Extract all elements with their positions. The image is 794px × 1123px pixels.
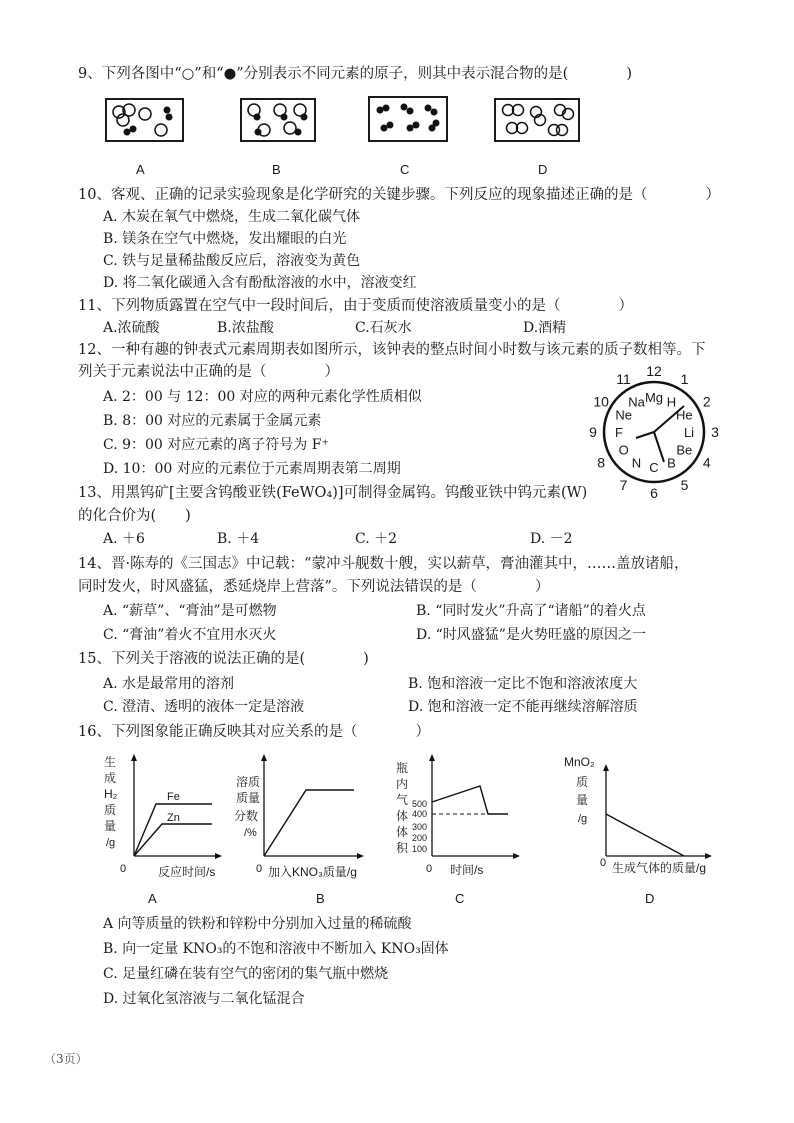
clock-number-7: 7 [619,476,628,493]
clock-number-1: 1 [680,371,689,388]
q16-b-ylabel-2: 分数 [234,809,259,823]
q16-b-ylabel-0: 溶质 [236,775,261,789]
clock-element-H: H [666,394,677,410]
q12-option-c: C. 9：00 对应元素的离子符号为 F⁺ [103,437,329,453]
q16-option-c: C. 足量红磷在装有空气的密闭的集气瓶中燃烧 [103,966,389,982]
q16-d-origin: 0 [600,857,607,869]
q14-option-b: B. “同时发火”升高了“诸船”的着火点 [416,603,646,619]
q13-stem-line2: 的化合价为( ) [78,508,191,524]
q9-particles-d [496,100,578,140]
q9-label-a: A [136,162,145,177]
q16-a-ylabel-3: 质 [104,803,117,817]
q12-stem-line2: 列关于元素说法中正确的是（ ） [78,364,339,380]
q9-box-b [240,98,316,142]
q15-option-b: B. 饱和溶液一定比不饱和溶液浓度大 [408,676,638,692]
q16-graph-d [560,752,730,882]
q9-stem: 9、下列各图中“○”和“●”分别表示不同元素的原子，则其中表示混合物的是( ) [78,66,632,82]
q16-d-xlabel: 生成气体的质量/g [612,861,707,875]
q13-option-a: A. ＋6 [103,531,145,547]
q16-option-b: B. 向一定量 KNO₃的不饱和溶液中不断加入 KNO₃固体 [103,941,449,957]
q10-option-b: B. 镁条在空气中燃烧，发出耀眼的白光 [103,231,347,247]
q16-c-tick-100: 100 [412,844,428,854]
q9-box-a [105,98,184,142]
q13-option-d: D. －2 [530,531,573,547]
clock-element-Mg: Mg [644,390,664,405]
q12-option-d: D. 10：00 对应的元素位于元素周期表第二周期 [103,461,401,477]
q16-a-origin: 0 [120,863,127,875]
clock-number-12: 12 [646,363,662,379]
q13-option-c: C. ＋2 [355,531,398,547]
q16-a-xlabel: 反应时间/s [158,865,216,879]
q16-c-tick-200: 200 [412,833,428,843]
q9-box-d [494,98,580,142]
q9-particles-a [107,100,182,140]
q16-c-xlabel: 时间/s [450,863,484,877]
q16-a-ylabel-1: 成 [104,771,117,785]
q16-graph-c [392,752,532,882]
clock-element-F: F [615,425,623,440]
q16-c-ylabel-3: 体 [396,809,409,823]
q11-option-a: A.浓硫酸 [103,320,160,336]
q16-d-ylabel-1: 质 [576,775,589,789]
q16-a-ylabel-4: 量 [104,819,117,833]
q16-b-ylabel-1: 质量 [236,791,261,805]
q16-a-ylabel-5: /g [106,837,116,849]
clock-second-hand [636,432,654,438]
clock-element-Na: Na [628,394,645,410]
q9-label-d: D [538,162,548,177]
clock-number-6: 6 [650,485,658,501]
clock-number-4: 4 [702,454,711,471]
q11-option-c: C.石灰水 [355,320,412,336]
clock-element-Ne: Ne [615,407,633,423]
q9-label-b: B [272,162,281,177]
q16-c-tick-300: 300 [412,822,428,832]
clock-number-5: 5 [680,476,689,493]
clock-number-10: 10 [593,393,609,410]
clock-element-N: N [631,455,642,471]
q16-tag-c: C [455,891,465,906]
q16-tag-a: A [148,891,157,906]
q10-option-c: C. 铁与足量稀盐酸反应后，溶液变为黄色 [103,253,361,269]
q12-option-a: A. 2：00 与 12：00 对应的两种元素化学性质相似 [103,389,422,405]
clock-element-He: He [675,407,693,423]
q16-c-ylabel-1: 内 [396,777,409,791]
q16-c-origin: 0 [426,863,433,875]
q10-option-a: A. 木炭在氧气中燃烧，生成二氧化碳气体 [103,209,361,225]
q13-stem-line1: 13、用黑钨矿[主要含钨酸亚铁(FeWO₄)]可制得金属钨。钨酸亚铁中钨元素(W) [78,485,588,501]
q9-particles-c [370,98,446,140]
q16-option-a: A 向等质量的铁粉和锌粉中分别加入过量的稀硫酸 [103,916,412,932]
q11-option-b: B.浓盐酸 [217,320,274,336]
q13-option-b: B. ＋4 [217,531,260,547]
clock-number-11: 11 [616,371,631,388]
q16-graph-a [100,752,230,882]
clock-number-3: 3 [711,424,719,440]
q11-option-d: D.酒精 [523,320,567,336]
q9-box-c [368,96,448,142]
q16-c-ylabel-4: 体 [396,825,409,839]
q16-a-series-fe: Fe [167,791,180,803]
q16-option-d: D. 过氧化氢溶液与二氧化锰混合 [103,991,305,1007]
q16-graph-b [230,752,370,882]
q16-c-ylabel-2: 气 [396,793,409,807]
clock-number-2: 2 [702,393,711,410]
q10-stem: 10、客观、正确的记录实验现象是化学研究的关键步骤。下列反应的现象描述正确的是（ ） [78,187,720,203]
q16-tag-d: D [645,891,655,906]
q16-c-tick-400: 400 [412,809,428,819]
clock-element-C: C [649,460,659,475]
q16-d-ylabel-0: MnO₂ [564,755,595,769]
q16-b-origin: 0 [256,863,263,875]
q12-stem-line1: 12、一种有趣的钟表式元素周期表如图所示，该钟表的整点时间小时数与该元素的质子数相等。下 [78,342,706,358]
q14-option-d: D. “时风盛猛”是火势旺盛的原因之一 [416,627,646,643]
q15-option-d: D. 饱和溶液一定不能再继续溶解溶质 [408,699,638,715]
clock-element-B: B [667,455,676,471]
q14-stem-line1: 14、晋·陈寿的《三国志》中记载：“蒙冲斗舰数十艘，实以薪草，膏油灌其中，……盖放诸船， [78,556,689,572]
q14-stem-line2: 同时发火，时风盛猛，悉延烧岸上营落”。下列说法错误的是（ ） [78,579,550,595]
clock-hour-hand [654,432,664,462]
clock-element-Li: Li [683,425,695,440]
element-clock-diagram [584,362,724,502]
q10-option-d: D. 将二氧化碳通入含有酚酞溶液的水中，溶液变红 [103,275,417,291]
clock-element-Be: Be [676,442,693,458]
clock-number-9: 9 [589,424,597,440]
q15-option-c: C. 澄清、透明的液体一定是溶液 [103,699,305,715]
q12-option-b: B. 8：00 对应的元素属于金属元素 [103,413,322,429]
q16-a-ylabel-0: 生 [104,755,117,769]
q14-option-a: A. “薪草”、“膏油”是可燃物 [103,603,277,619]
q15-option-a: A. 水是最常用的溶剂 [103,676,235,692]
q9-particles-b [242,100,314,140]
q16-b-xlabel: 加入KNO₃质量/g [268,865,357,879]
q16-a-series-zn: Zn [167,812,180,824]
q15-stem: 15、下列关于溶液的说法正确的是( ) [78,651,369,667]
q16-tag-b: B [316,891,325,906]
q16-d-ylabel-2: 量 [576,793,589,807]
q16-stem: 16、下列图象能正确反映其对应关系的是（ ） [78,724,430,740]
clock-number-8: 8 [597,454,606,471]
q16-c-ylabel-5: 积 [396,841,409,855]
clock-element-O: O [618,442,629,458]
q16-c-ylabel-0: 瓶 [396,761,409,775]
q14-option-c: C. “膏油”着火不宜用水灭火 [103,627,277,643]
q16-b-ylabel-3: /% [244,827,257,839]
page-footer: （3页） [44,1052,88,1066]
q16-c-tick-500: 500 [412,799,428,809]
q16-d-ylabel-3: /g [578,813,588,825]
q16-a-ylabel-2: H₂ [104,787,118,801]
q11-stem: 11、下列物质露置在空气中一段时间后，由于变质而使溶液质量变小的是（ ） [78,298,633,314]
q9-label-c: C [400,162,410,177]
